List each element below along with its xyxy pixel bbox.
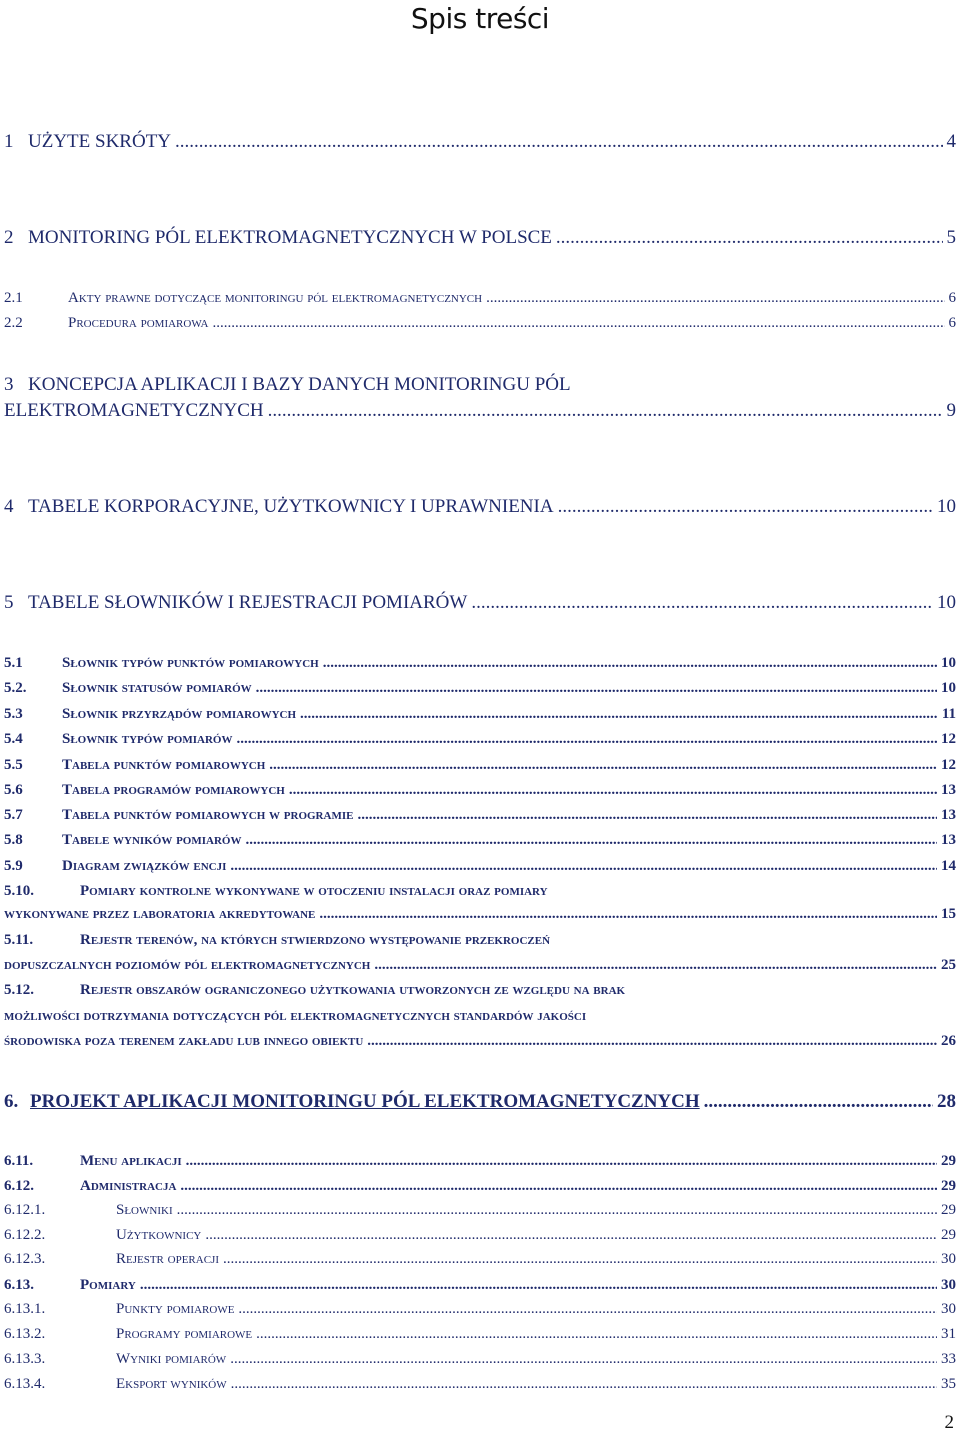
toc-leader-dots xyxy=(175,131,942,153)
toc-leader-dots xyxy=(212,315,944,332)
toc-entry-4[interactable] xyxy=(4,496,956,518)
toc-entry-number: 2.2 xyxy=(4,315,23,331)
toc-entry-text-continued: dopuszczalnych poziomów pól elektromagnetycznych xyxy=(4,957,371,973)
toc-leader-dots xyxy=(704,1091,933,1113)
toc-leader-dots xyxy=(367,1033,937,1050)
toc-entry-text: Słownik przyrządów pomiarowych xyxy=(62,706,297,722)
toc-entry-number: 6.12.3. xyxy=(4,1251,46,1267)
toc-entry-text: Diagram związków encji xyxy=(62,858,227,874)
toc-entry-page: 9 xyxy=(946,400,956,421)
page-title: Spis treści xyxy=(410,2,550,35)
toc-entry-text: Pomiary kontrolne wykonywane w otoczeniu instalacji oraz pomiary xyxy=(80,883,548,899)
toc-entry-page: 13 xyxy=(941,807,956,823)
toc-entry-text: Wyniki pomiarów xyxy=(116,1351,227,1367)
toc-entry-text: Pomiary xyxy=(80,1277,136,1293)
toc-entry-6-12-2[interactable] xyxy=(4,1227,956,1249)
toc-entry-6-13-2[interactable] xyxy=(4,1326,956,1348)
toc-entry-text: Eksport wyników xyxy=(116,1376,227,1392)
toc-entry-page: 15 xyxy=(941,906,956,922)
toc-entry-text: Tabela punktów pomiarowych xyxy=(62,757,266,773)
page-number: 2 xyxy=(944,1412,954,1433)
toc-entry-text: Programy pomiarowe xyxy=(116,1326,253,1342)
toc-leader-dots xyxy=(238,1301,937,1318)
toc-entry-number: 5.11. xyxy=(4,932,34,948)
toc-entry-5-11[interactable] xyxy=(4,957,956,979)
toc-leader-dots xyxy=(140,1277,937,1294)
toc-entry-page: 13 xyxy=(941,832,956,848)
toc-entry-5-8[interactable] xyxy=(4,832,956,854)
toc-entry-number: 5.3 xyxy=(4,706,23,722)
toc-entry-text: Użytkownicy xyxy=(116,1227,202,1243)
toc-leader-dots xyxy=(177,1202,937,1219)
toc-entry-number: 5.2. xyxy=(4,680,27,696)
toc-entry-page: 10 xyxy=(941,680,956,696)
toc-leader-dots xyxy=(256,680,937,697)
toc-leader-dots xyxy=(300,706,938,723)
toc-entry-text: KONCEPCJA APLIKACJI I BAZY DANYCH MONITORINGU PÓL xyxy=(28,374,571,395)
toc-leader-dots xyxy=(374,957,937,974)
toc-entry-page: 26 xyxy=(941,1033,956,1049)
toc-entry-2[interactable] xyxy=(4,227,956,249)
toc-entry-number: 2.1 xyxy=(4,290,23,306)
toc-entry-text: MONITORING PÓL ELEKTROMAGNETYCZNYCH W POLSCE xyxy=(28,227,552,248)
toc-entry-number: 5 xyxy=(4,592,14,613)
toc-entry-page: 35 xyxy=(941,1376,956,1392)
toc-entry-number: 2 xyxy=(4,227,14,248)
toc-leader-dots xyxy=(558,496,933,518)
toc-entry-number: 1 xyxy=(4,131,14,152)
toc-entry-text: Słownik typów pomiarów xyxy=(62,731,233,747)
toc-entry-page: 6 xyxy=(948,315,956,331)
toc-entry-page: 10 xyxy=(941,655,956,671)
toc-entry-5-12-line2[interactable] xyxy=(4,1008,956,1030)
toc-entry-page: 29 xyxy=(941,1153,956,1169)
toc-entry-5-6[interactable] xyxy=(4,782,956,804)
toc-entry-page: 12 xyxy=(941,757,956,773)
toc-entry-5-12[interactable] xyxy=(4,1033,956,1055)
toc-entry-page: 28 xyxy=(937,1091,956,1112)
toc-entry-number: 5.10. xyxy=(4,883,34,899)
toc-entry-page: 10 xyxy=(937,496,956,517)
toc-entry-page: 30 xyxy=(941,1277,956,1293)
toc-entry-number: 6.13.1. xyxy=(4,1301,46,1317)
toc-entry-6-13-1[interactable] xyxy=(4,1301,956,1323)
toc-entry-5-4[interactable] xyxy=(4,731,956,753)
toc-leader-dots xyxy=(180,1178,937,1195)
toc-entry-5[interactable] xyxy=(4,592,956,614)
toc-entry-5-1[interactable] xyxy=(4,655,956,677)
toc-entry-text: Menu aplikacji xyxy=(80,1153,182,1169)
toc-entry-5-10-line1[interactable] xyxy=(4,883,956,905)
toc-entry-number: 6.12. xyxy=(4,1178,34,1194)
toc-entry-5-5[interactable] xyxy=(4,757,956,779)
toc-entry-number: 5.12. xyxy=(4,982,34,998)
toc-leader-dots xyxy=(319,906,937,923)
toc-entry-6[interactable] xyxy=(4,1091,956,1113)
toc-entry-page: 4 xyxy=(946,131,956,152)
toc-entry-text: Rejestr terenów, na których stwierdzono występowanie przekroczeń xyxy=(80,932,551,948)
toc-leader-dots xyxy=(471,592,933,614)
toc-entry-6-12-3[interactable] xyxy=(4,1251,956,1273)
toc-entry-text-continued: możliwości dotrzymania dotyczących pól elektromagnetycznych standardów jakości xyxy=(4,1008,587,1024)
toc-leader-dots xyxy=(269,757,937,774)
toc-leader-dots xyxy=(245,832,937,849)
toc-entry-text: Słownik typów punktów pomiarowych xyxy=(62,655,319,671)
toc-entry-2-1[interactable] xyxy=(4,290,956,312)
toc-entry-3-line1[interactable] xyxy=(4,374,956,396)
toc-entry-text: Rejestr obszarów ograniczonego użytkowania utworzonych ze względu na brak xyxy=(80,982,626,998)
toc-leader-dots xyxy=(357,807,937,824)
toc-leader-dots xyxy=(231,1376,937,1393)
toc-entry-5-11-line1[interactable] xyxy=(4,932,956,954)
toc-entry-page: 33 xyxy=(941,1351,956,1367)
toc-entry-text: Procedura pomiarowa xyxy=(68,315,209,331)
toc-entry-text: UŻYTE SKRÓTY xyxy=(28,131,172,152)
toc-entry-6-11[interactable] xyxy=(4,1153,956,1175)
toc-entry-1[interactable] xyxy=(4,131,956,153)
toc-entry-number: 5.8 xyxy=(4,832,23,848)
toc-entry-5-7[interactable] xyxy=(4,807,956,829)
toc-entry-number: 6.13.3. xyxy=(4,1351,46,1367)
toc-entry-text: Rejestr operacji xyxy=(116,1251,219,1267)
toc-entry-number: 6.13. xyxy=(4,1277,34,1293)
toc-entry-3[interactable] xyxy=(4,400,956,422)
toc-entry-page: 29 xyxy=(941,1178,956,1194)
toc-entry-page: 11 xyxy=(941,706,956,722)
toc-entry-number: 4 xyxy=(4,496,14,517)
toc-entry-number: 5.9 xyxy=(4,858,23,874)
toc-entry-page: 29 xyxy=(941,1227,956,1243)
toc-entry-page: 6 xyxy=(948,290,956,306)
toc-entry-6-13[interactable] xyxy=(4,1277,956,1299)
toc-leader-dots xyxy=(289,782,937,799)
toc-entry-5-3[interactable] xyxy=(4,706,956,728)
toc-entry-text: PROJEKT APLIKACJI MONITORINGU PÓL ELEKTROMAGNETYCZNYCH xyxy=(30,1091,700,1112)
toc-entry-page: 30 xyxy=(941,1251,956,1267)
toc-entry-text: Tabela punktów pomiarowych w programie xyxy=(62,807,354,823)
toc-leader-dots xyxy=(223,1251,937,1268)
toc-leader-dots xyxy=(256,1326,937,1343)
toc-entry-page: 5 xyxy=(946,227,956,248)
toc-entry-text: TABELE SŁOWNIKÓW I REJESTRACJI POMIARÓW xyxy=(28,592,468,613)
toc-entry-text: Tabela programów pomiarowych xyxy=(62,782,285,798)
toc-entry-text-continued: ELEKTROMAGNETYCZNYCH xyxy=(4,400,264,421)
toc-entry-text: Punkty pomiarowe xyxy=(116,1301,235,1317)
toc-entry-page: 25 xyxy=(941,957,956,973)
toc-entry-text: Administracja xyxy=(80,1178,177,1194)
toc-entry-text: TABELE KORPORACYJNE, UŻYTKOWNICY I UPRAWNIENIA xyxy=(28,496,554,517)
toc-entry-text-continued: środowiska poza terenem zakładu lub innego obiektu xyxy=(4,1033,364,1049)
toc-entry-number: 5.4 xyxy=(4,731,23,747)
toc-leader-dots xyxy=(186,1153,937,1170)
toc-entry-text: Słowniki xyxy=(116,1202,173,1218)
toc-leader-dots xyxy=(486,290,944,307)
toc-leader-dots xyxy=(556,227,943,249)
toc-entry-number: 6.12.2. xyxy=(4,1227,46,1243)
toc-entry-text-continued: wykonywane przez laboratoria akredytowane xyxy=(4,906,316,922)
toc-entry-5-9[interactable] xyxy=(4,858,956,880)
toc-leader-dots xyxy=(268,400,943,422)
toc-entry-2-2[interactable] xyxy=(4,315,956,337)
toc-entry-page: 31 xyxy=(941,1326,956,1342)
toc-entry-6-13-3[interactable] xyxy=(4,1351,956,1373)
toc-entry-number: 5.1 xyxy=(4,655,23,671)
toc-entry-number: 3 xyxy=(4,374,14,395)
toc-entry-6-13-4[interactable] xyxy=(4,1376,956,1398)
toc-leader-dots xyxy=(323,655,937,672)
toc-entry-number: 5.7 xyxy=(4,807,23,823)
toc-entry-page: 14 xyxy=(941,858,956,874)
toc-entry-text: Słownik statusów pomiarów xyxy=(62,680,252,696)
toc-entry-number: 5.6 xyxy=(4,782,23,798)
toc-entry-text: Tabele wyników pomiarów xyxy=(62,832,242,848)
toc-entry-number: 6.11. xyxy=(4,1153,34,1169)
toc-entry-6-12-1[interactable] xyxy=(4,1202,956,1224)
toc-entry-page: 29 xyxy=(941,1202,956,1218)
toc-entry-page: 30 xyxy=(941,1301,956,1317)
toc-entry-page: 12 xyxy=(941,731,956,747)
toc-leader-dots xyxy=(205,1227,937,1244)
toc-entry-5-2[interactable] xyxy=(4,680,956,702)
toc-leader-dots xyxy=(236,731,937,748)
toc-entry-number: 6.13.4. xyxy=(4,1376,46,1392)
toc-entry-number: 6.13.2. xyxy=(4,1326,46,1342)
toc-entry-page: 13 xyxy=(941,782,956,798)
toc-entry-5-12-line1[interactable] xyxy=(4,982,956,1004)
toc-entry-number: 5.5 xyxy=(4,757,23,773)
toc-entry-number: 6.12.1. xyxy=(4,1202,46,1218)
toc-leader-dots xyxy=(230,1351,937,1368)
toc-entry-page: 10 xyxy=(937,592,956,613)
toc-entry-number: 6. xyxy=(4,1091,19,1112)
toc-entry-6-12[interactable] xyxy=(4,1178,956,1200)
toc-entry-text: Akty prawne dotyczące monitoringu pól elektromagnetycznych xyxy=(68,290,483,306)
toc-entry-5-10[interactable] xyxy=(4,906,956,928)
toc-leader-dots xyxy=(230,858,937,875)
